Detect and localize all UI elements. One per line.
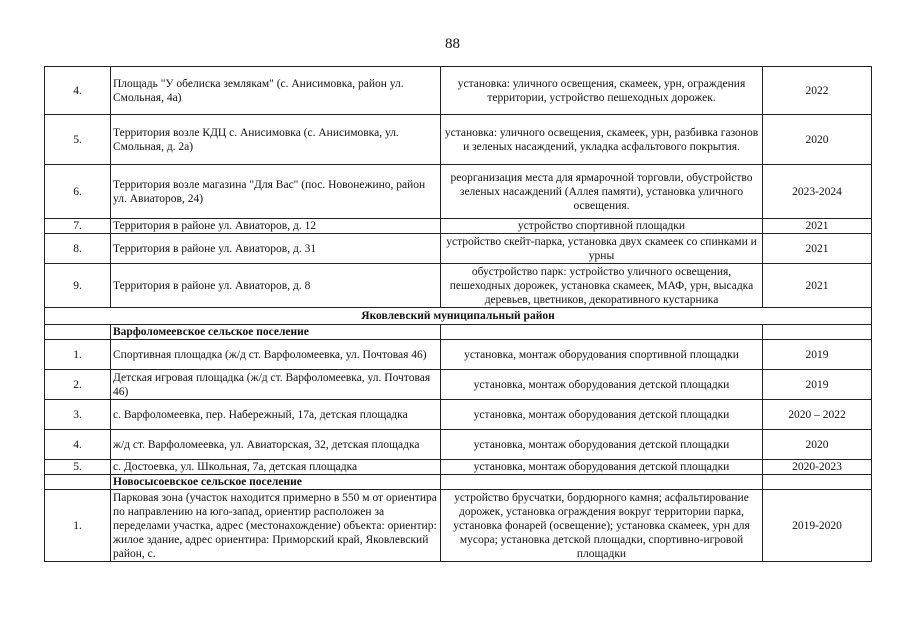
row-work: обустройство парк: устройство уличного освещения, пешеходных дорожек, установка скамеек, МАФ, урн, высадка деревьев, цветников, декоративного кустарника: [441, 264, 763, 308]
row-number: 8.: [45, 234, 111, 264]
row-work: установка: уличного освещения, скамеек, урн, разбивка газонов и зеленых насаждений, укладка асфальтового покрытия.: [441, 115, 763, 165]
row-number: 1.: [45, 340, 111, 370]
row-location: ж/д ст. Варфоломеевка, ул. Авиаторская, 32, детская площадка: [111, 430, 441, 460]
row-year: 2020: [763, 115, 872, 165]
table-row: [45, 430, 872, 460]
row-work: установка, монтаж оборудования спортивной площадки: [441, 340, 763, 370]
row-number: 9.: [45, 264, 111, 308]
empty-cell: [45, 325, 111, 340]
row-year: 2021: [763, 264, 872, 308]
row-year: 2022: [763, 67, 872, 115]
table-row: [45, 219, 872, 234]
empty-cell: [763, 325, 872, 340]
table-row: [45, 460, 872, 475]
table-row: [45, 370, 872, 400]
row-location: Площадь "У обелиска землякам" (с. Анисимовка, район ул. Смольная, 4а): [111, 67, 441, 115]
row-year: 2021: [763, 234, 872, 264]
row-location: Территория в районе ул. Авиаторов, д. 12: [111, 219, 441, 234]
row-work: установка, монтаж оборудования детской площадки: [441, 370, 763, 400]
row-work: установка, монтаж оборудования детской площадки: [441, 430, 763, 460]
row-work: установка, монтаж оборудования детской площадки: [441, 460, 763, 475]
page-number: 88: [445, 36, 460, 52]
table-row: [45, 264, 872, 308]
table-row: [45, 340, 872, 370]
table-row: [45, 115, 872, 165]
settlement-header-row: [45, 325, 872, 340]
row-number: 6.: [45, 165, 111, 219]
row-work: устройство скейт-парка, установка двух скамеек со спинками и урны: [441, 234, 763, 264]
row-number: 5.: [45, 115, 111, 165]
row-work: установка: уличного освещения, скамеек, урн, ограждения территории, устройство пешеходных дорожек.: [441, 67, 763, 115]
row-year: 2019: [763, 370, 872, 400]
table-row: [45, 400, 872, 430]
row-year: 2019: [763, 340, 872, 370]
table-row: [45, 490, 872, 562]
row-location: Парковая зона (участок находится примерно в 550 м от ориентира по направлению на юго-запад, ориентир расположен за переделами участка, адрес (местонахождение) объекта: ориентир: жилое здание, адрес ориентира: Приморский край, Яковлевский район, с.: [111, 490, 441, 562]
row-year: 2020: [763, 430, 872, 460]
row-number: 4.: [45, 67, 111, 115]
row-number: 4.: [45, 430, 111, 460]
row-number: 3.: [45, 400, 111, 430]
row-number: 7.: [45, 219, 111, 234]
table-row: [45, 67, 872, 115]
row-work: устройство спортивной площадки: [441, 219, 763, 234]
row-year: 2020-2023: [763, 460, 872, 475]
row-number: 1.: [45, 490, 111, 562]
settlement-header-row: [45, 475, 872, 490]
row-work: устройство брусчатки, бордюрного камня; асфальтирование дорожек, установка ограждения вокруг территории парка, установка фонарей (освещение); установка скамеек, урн для мусора; установка детской площадки, спортивно-игровой площадки: [441, 490, 763, 562]
row-number: 5.: [45, 460, 111, 475]
row-year: 2021: [763, 219, 872, 234]
row-location: Территория возле магазина "Для Вас" (пос. Новонежино, район ул. Авиаторов, 24): [111, 165, 441, 219]
improvement-table: [44, 66, 872, 562]
row-location: Территория в районе ул. Авиаторов, д. 31: [111, 234, 441, 264]
row-work: реорганизация места для ярмарочной торговли, обустройство зеленых насаждений (Аллея памяти), установка уличного освещения.: [441, 165, 763, 219]
empty-cell: [441, 325, 763, 340]
table-row: [45, 165, 872, 219]
district-title: Яковлевский муниципальный район: [45, 308, 872, 325]
district-header-row: [45, 308, 872, 325]
row-location: Территория возле КДЦ с. Анисимовка (с. Анисимовка, ул. Смольная, д. 2а): [111, 115, 441, 165]
row-location: с. Достоевка, ул. Школьная, 7а, детская площадка: [111, 460, 441, 475]
row-work: установка, монтаж оборудования детской площадки: [441, 400, 763, 430]
table-row: [45, 234, 872, 264]
empty-cell: [763, 475, 872, 490]
row-year: 2020 – 2022: [763, 400, 872, 430]
row-location: Территория в районе ул. Авиаторов, д. 8: [111, 264, 441, 308]
row-location: Спортивная площадка (ж/д ст. Варфоломеевка, ул. Почтовая 46): [111, 340, 441, 370]
row-year: 2023-2024: [763, 165, 872, 219]
row-year: 2019-2020: [763, 490, 872, 562]
row-number: 2.: [45, 370, 111, 400]
settlement-title: Новосысоевское сельское поселение: [111, 475, 441, 490]
empty-cell: [45, 475, 111, 490]
row-location: с. Варфоломеевка, пер. Набережный, 17а, детская площадка: [111, 400, 441, 430]
row-location: Детская игровая площадка (ж/д ст. Варфоломеевка, ул. Почтовая 46): [111, 370, 441, 400]
empty-cell: [441, 475, 763, 490]
settlement-title: Варфоломеевское сельское поселение: [111, 325, 441, 340]
